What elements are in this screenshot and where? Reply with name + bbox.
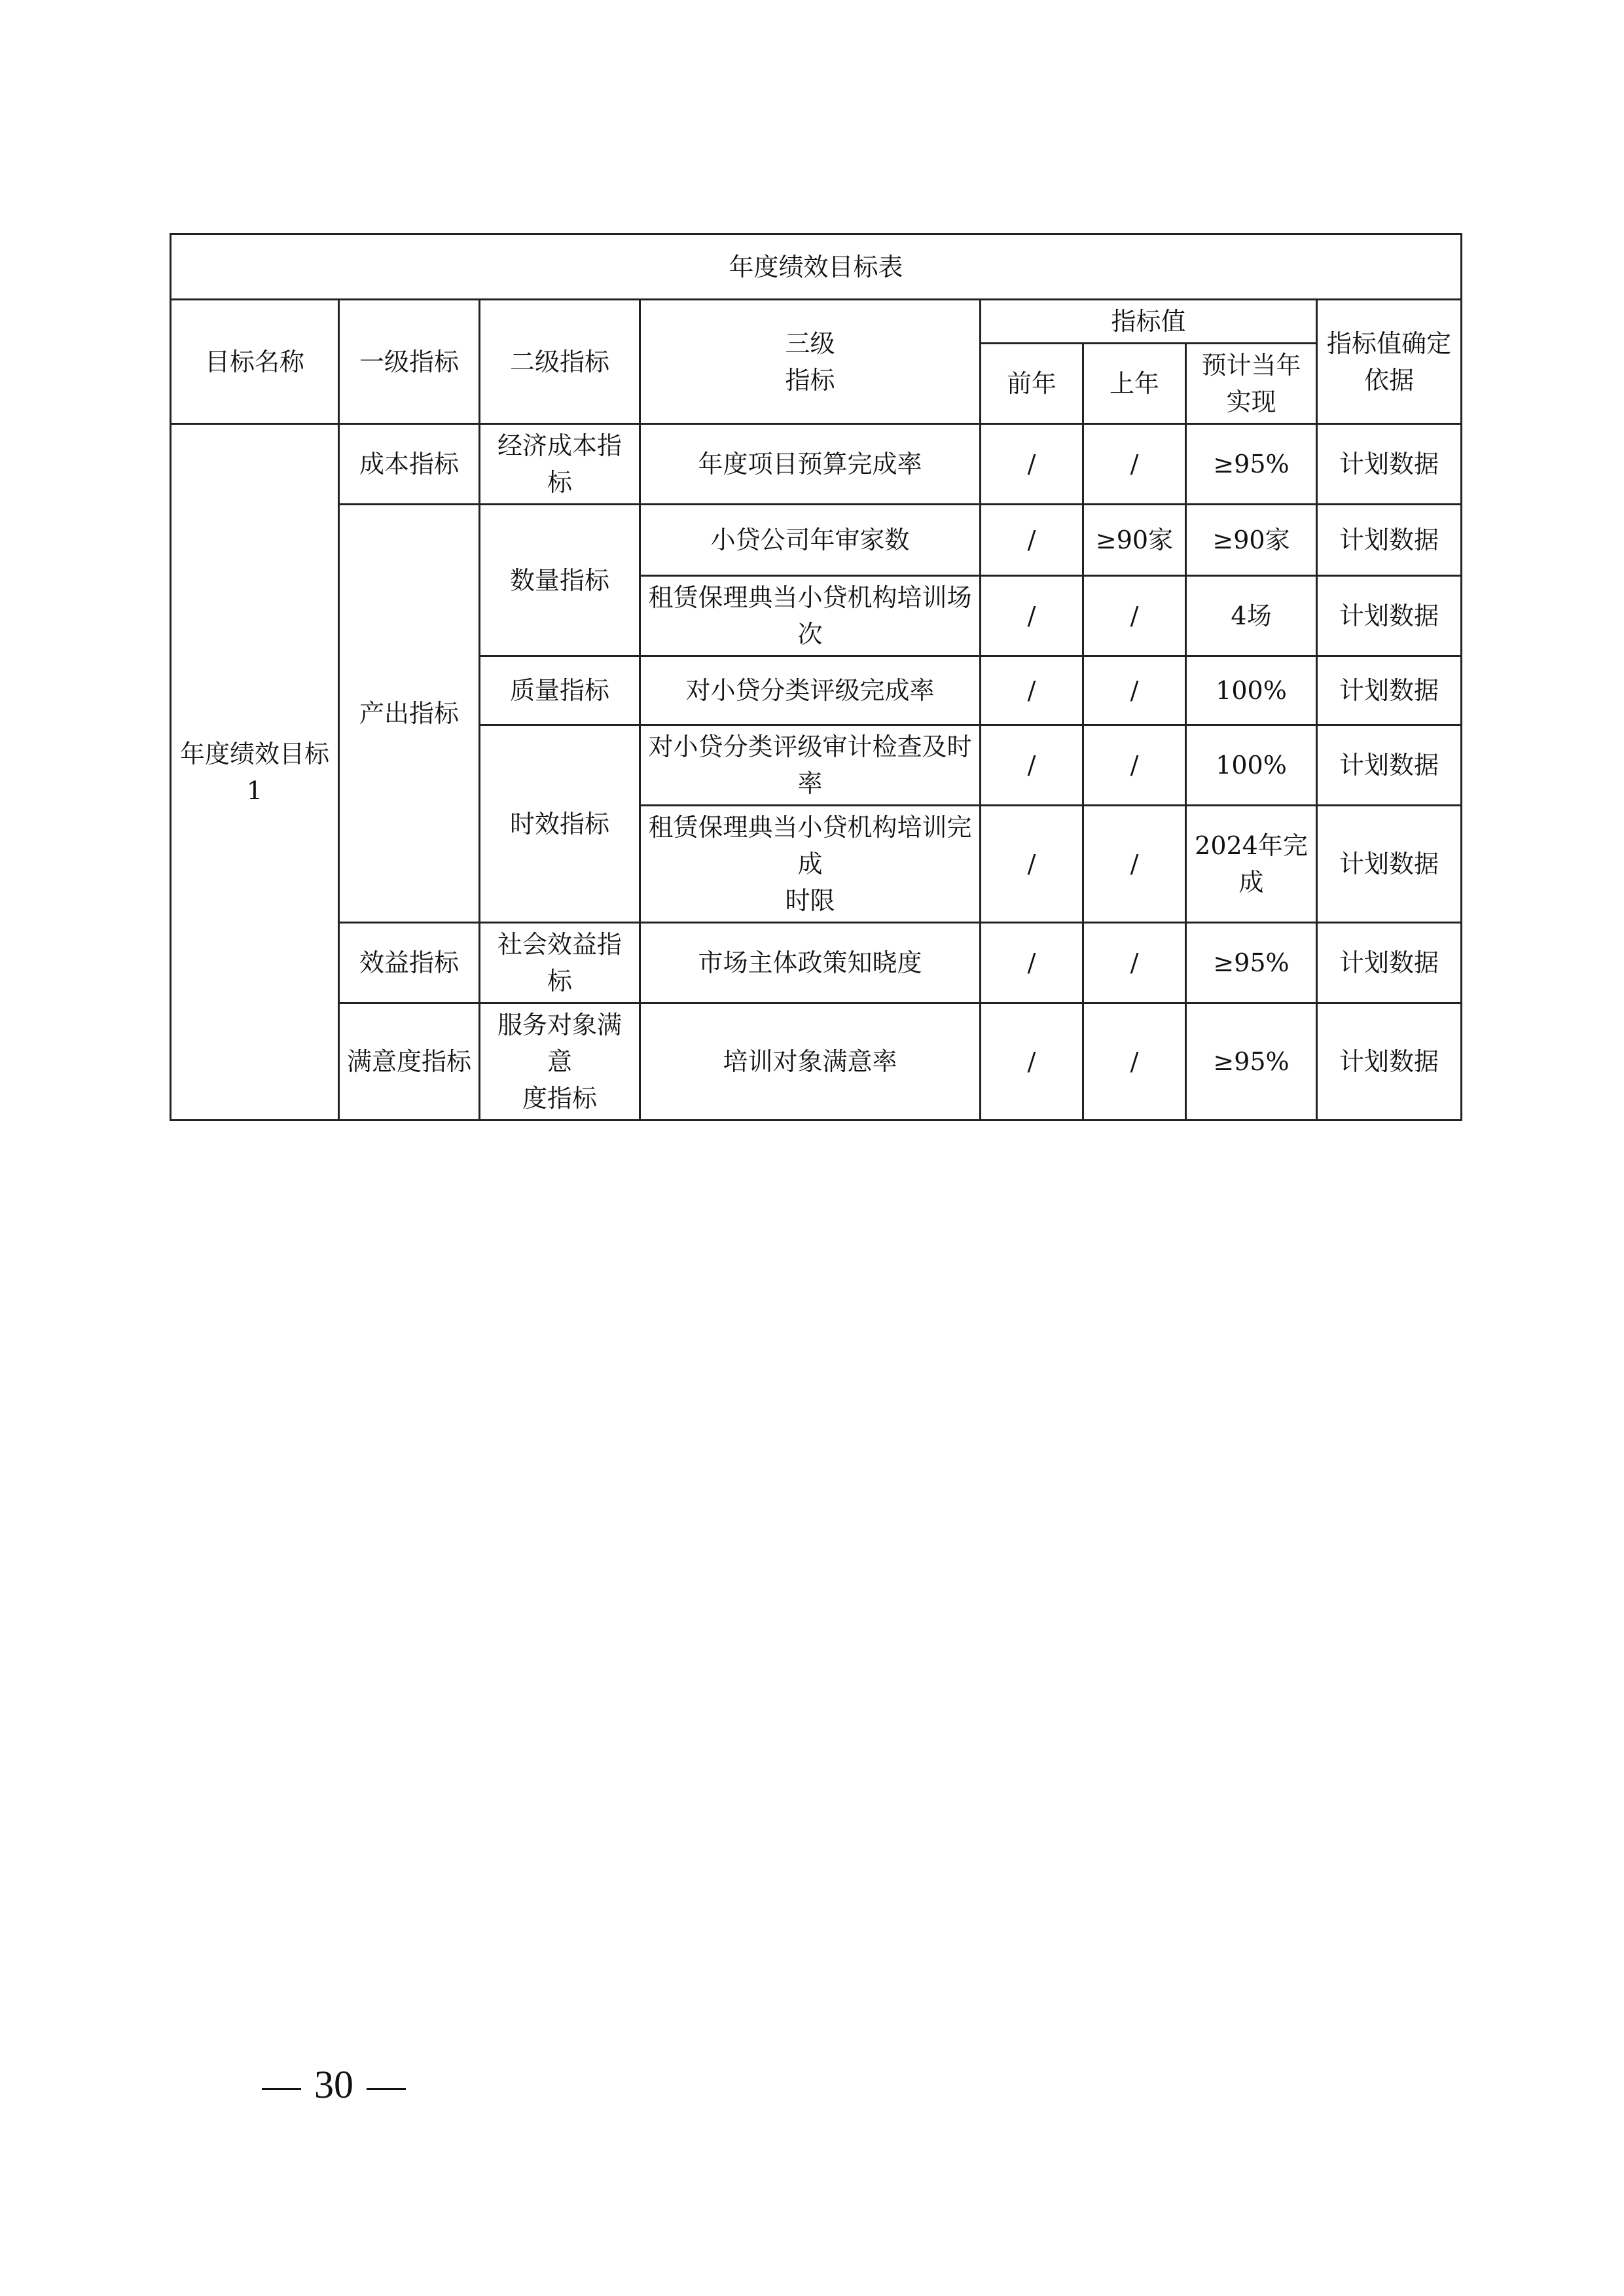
table-row — [171, 923, 1462, 1003]
prev-year-cell: / — [981, 806, 1083, 923]
table-row — [171, 424, 1462, 505]
last-year-cell: / — [1083, 576, 1186, 656]
table-title-row — [171, 234, 1462, 300]
basis-cell: 计划数据 — [1317, 424, 1462, 505]
level2-timeliness: 时效指标 — [480, 725, 640, 923]
header-basis: 指标值确定 依据 — [1317, 300, 1462, 424]
last-year-cell: / — [1083, 656, 1186, 725]
header-expected: 预计当年 实现 — [1186, 344, 1317, 424]
header-indicator-value: 指标值 — [981, 300, 1317, 344]
basis-cell: 计划数据 — [1317, 923, 1462, 1003]
level1-cost: 成本指标 — [339, 424, 480, 505]
table-title: 年度绩效目标表 — [171, 234, 1462, 300]
level2-service-satisfaction: 服务对象满意 度指标 — [480, 1003, 640, 1121]
basis-cell: 计划数据 — [1317, 725, 1462, 806]
expected-cell: ≥90家 — [1186, 505, 1317, 576]
header-level1: 一级指标 — [339, 300, 480, 424]
expected-cell: 100% — [1186, 656, 1317, 725]
level1-benefit: 效益指标 — [339, 923, 480, 1003]
level2-social-benefit: 社会效益指标 — [480, 923, 640, 1003]
last-year-cell: / — [1083, 424, 1186, 505]
expected-cell: ≥95% — [1186, 923, 1317, 1003]
header-row — [171, 300, 1462, 344]
table-row — [171, 505, 1462, 576]
last-year-cell: / — [1083, 923, 1186, 1003]
prev-year-cell: / — [981, 923, 1083, 1003]
level3-cell: 年度项目预算完成率 — [640, 424, 981, 505]
page-number-dash-right — [367, 2088, 406, 2090]
level3-cell: 对小贷分类评级完成率 — [640, 656, 981, 725]
goal-cell: 年度绩效目标1 — [171, 424, 339, 1121]
header-level2: 二级指标 — [480, 300, 640, 424]
prev-year-cell: / — [981, 1003, 1083, 1121]
page-number — [249, 2058, 419, 2111]
expected-cell: ≥95% — [1186, 424, 1317, 505]
header-prev-year: 前年 — [981, 344, 1083, 424]
level1-output: 产出指标 — [339, 505, 480, 923]
page-number-dash-left — [262, 2088, 301, 2090]
basis-cell: 计划数据 — [1317, 505, 1462, 576]
basis-cell: 计划数据 — [1317, 806, 1462, 923]
header-last-year: 上年 — [1083, 344, 1186, 424]
expected-cell: 2024年完 成 — [1186, 806, 1317, 923]
level2-economic-cost: 经济成本指标 — [480, 424, 640, 505]
level3-cell: 租赁保理典当小贷机构培训场次 — [640, 576, 981, 656]
expected-cell: ≥95% — [1186, 1003, 1317, 1121]
level1-satisfaction: 满意度指标 — [339, 1003, 480, 1121]
prev-year-cell: / — [981, 505, 1083, 576]
page-number-text: 30 — [314, 2063, 353, 2106]
basis-cell: 计划数据 — [1317, 1003, 1462, 1121]
last-year-cell: ≥90家 — [1083, 505, 1186, 576]
level3-cell: 市场主体政策知晓度 — [640, 923, 981, 1003]
level2-quantity: 数量指标 — [480, 505, 640, 656]
performance-target-table — [170, 233, 1462, 1121]
prev-year-cell: / — [981, 725, 1083, 806]
prev-year-cell: / — [981, 656, 1083, 725]
expected-cell: 4场 — [1186, 576, 1317, 656]
expected-cell: 100% — [1186, 725, 1317, 806]
last-year-cell: / — [1083, 1003, 1186, 1121]
prev-year-cell: / — [981, 576, 1083, 656]
level3-cell: 小贷公司年审家数 — [640, 505, 981, 576]
prev-year-cell: / — [981, 424, 1083, 505]
header-level3: 三级 指标 — [640, 300, 981, 424]
basis-cell: 计划数据 — [1317, 576, 1462, 656]
table-row — [171, 1003, 1462, 1121]
basis-cell: 计划数据 — [1317, 656, 1462, 725]
level3-cell: 培训对象满意率 — [640, 1003, 981, 1121]
level3-cell: 对小贷分类评级审计检查及时率 — [640, 725, 981, 806]
level3-cell: 租赁保理典当小贷机构培训完成 时限 — [640, 806, 981, 923]
level2-quality: 质量指标 — [480, 656, 640, 725]
last-year-cell: / — [1083, 806, 1186, 923]
header-goal-name: 目标名称 — [171, 300, 339, 424]
last-year-cell: / — [1083, 725, 1186, 806]
